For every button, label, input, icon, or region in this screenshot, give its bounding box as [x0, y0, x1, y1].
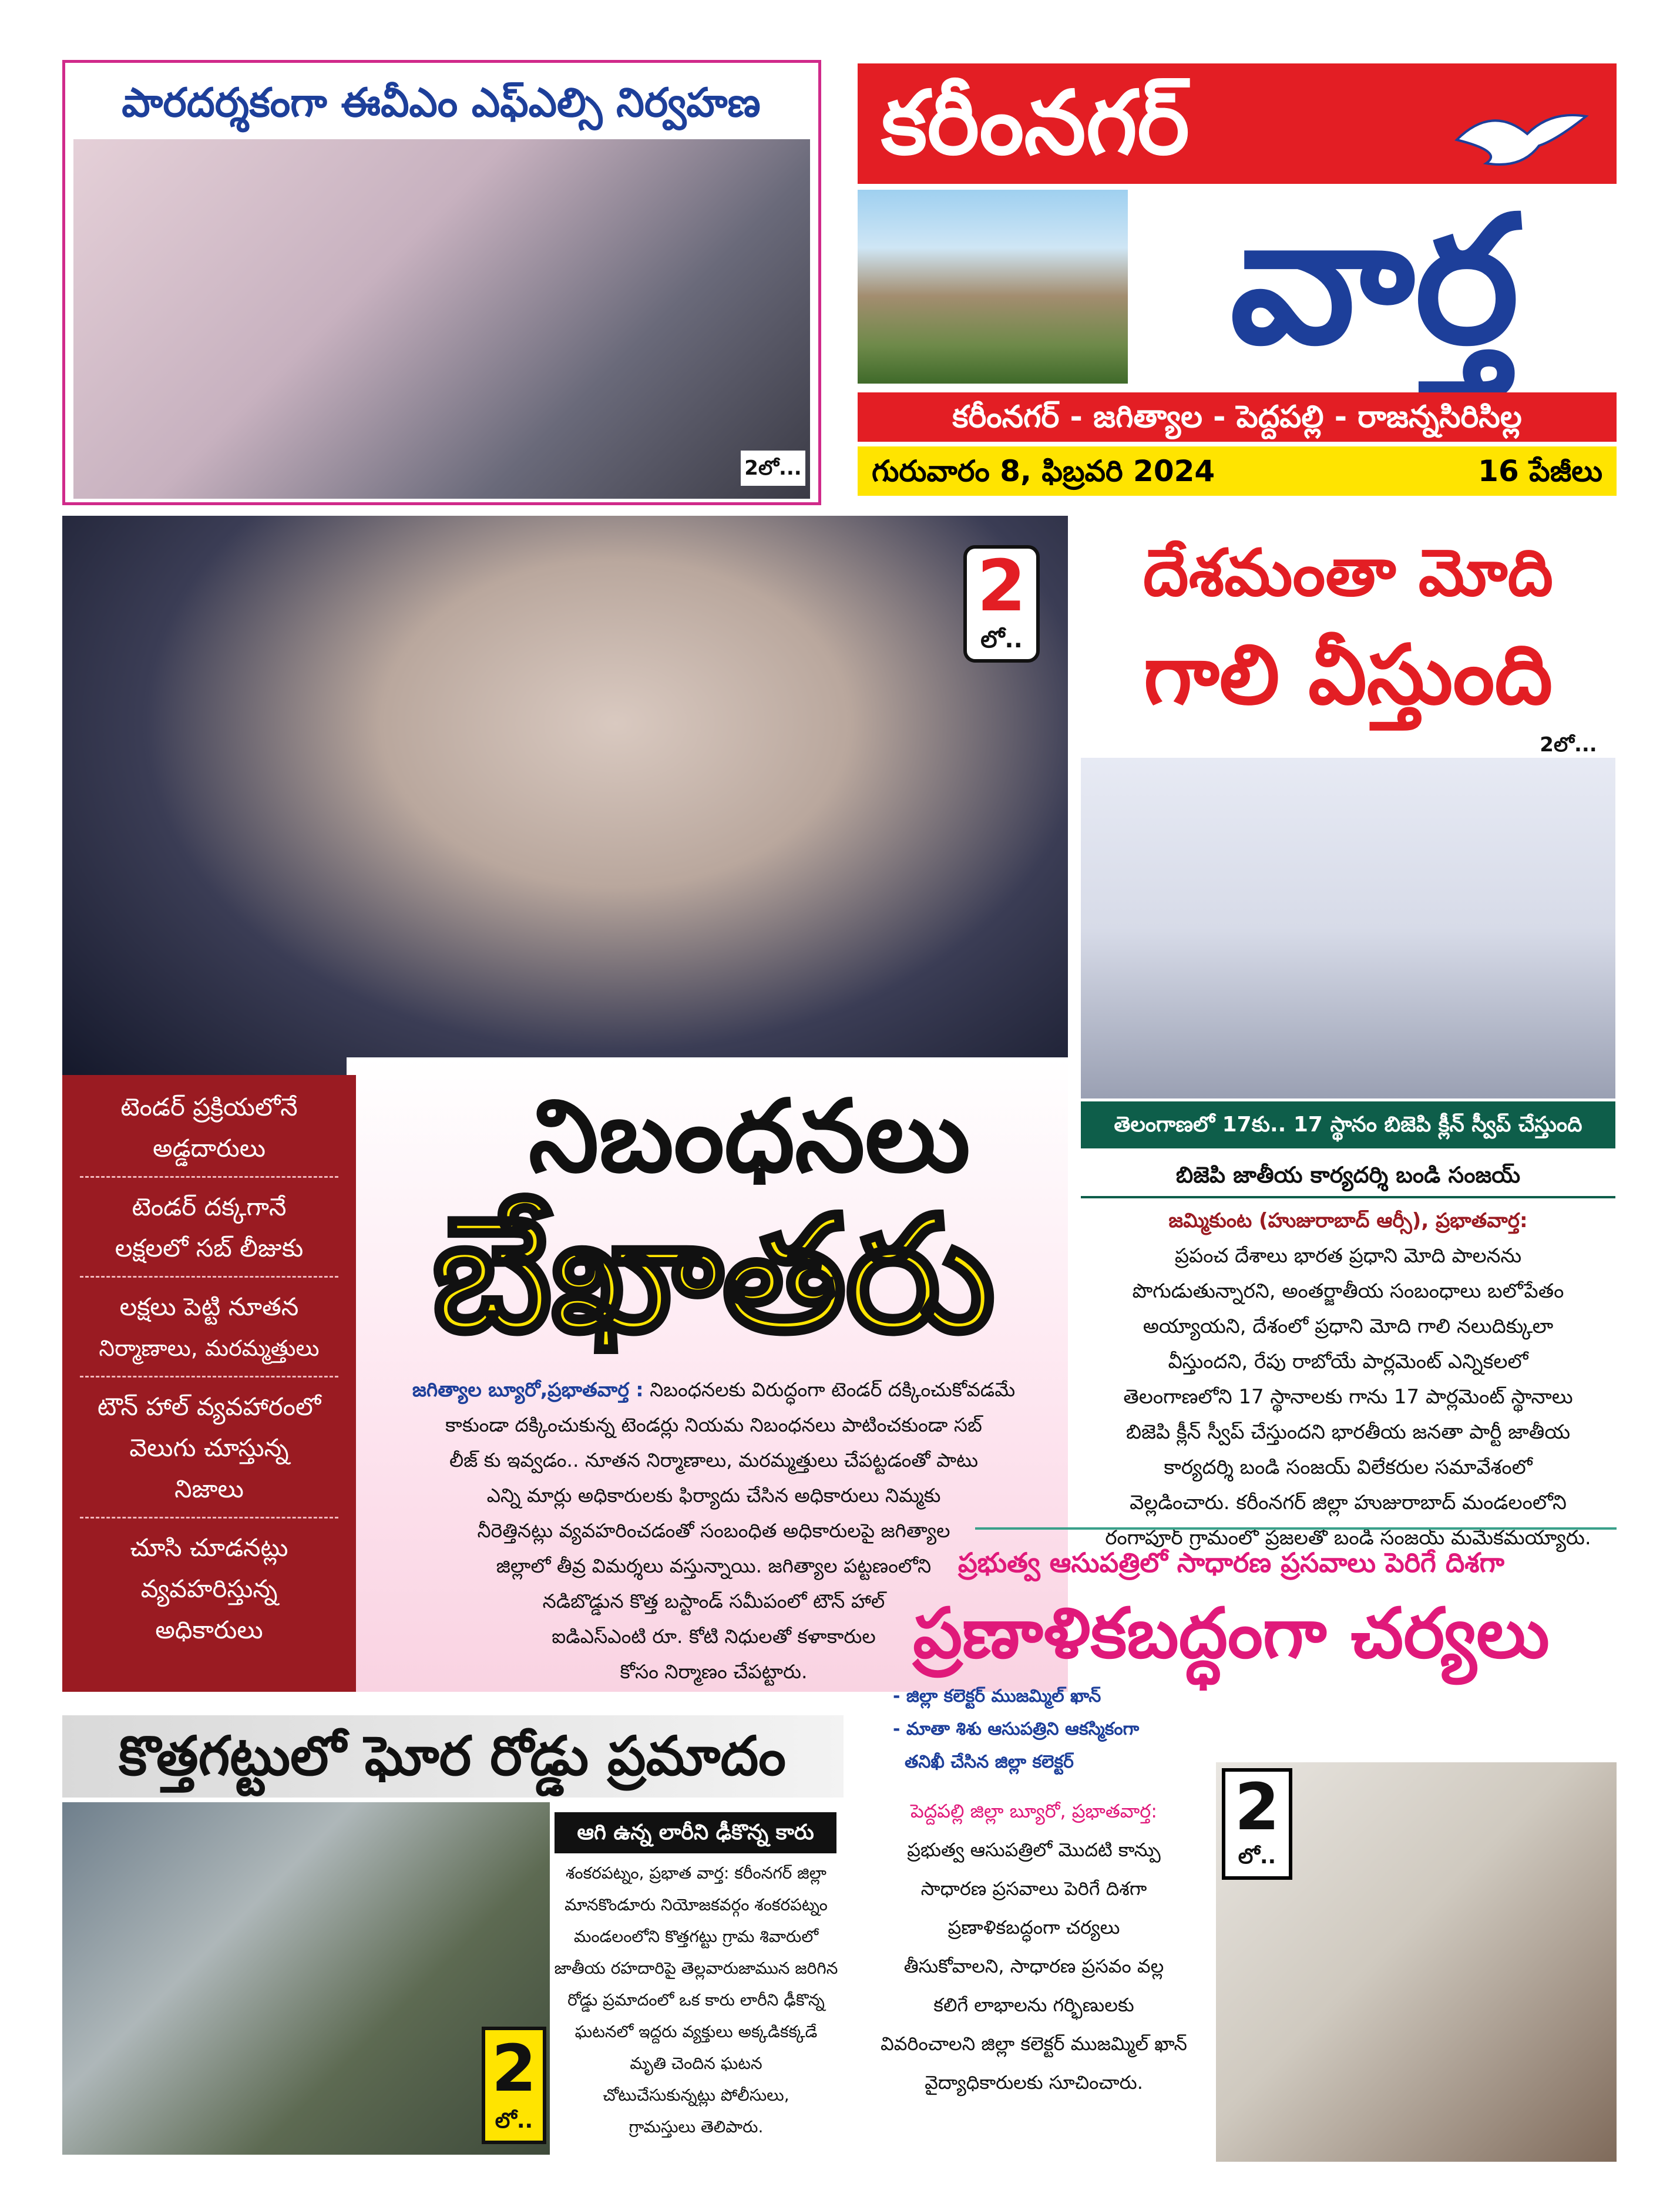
modi-caption2: బిజెపి జాతీయ కార్యదర్శి బండి సంజయ్ [1081, 1151, 1615, 1198]
accident-body-line: చోటుచేసుకున్నట్లు పోలీసులు, [603, 2085, 789, 2105]
masthead-date: గురువారం 8, ఫిబ్రవరి 2024 [872, 454, 1215, 488]
modi-body-line: తెలంగాణలోని 17 స్థానాలకు గాను 17 పార్లమెంట్ స్థానాలు [1123, 1385, 1573, 1409]
accident-body-line: శంకరపట్నం, ప్రభాత వార్త: కరీంనగర్ జిల్లా [566, 1863, 826, 1883]
accident-body-line: రోడ్డు ప్రమాదంలో ఒక కారు లారీని ఢీకొన్న [567, 1990, 825, 2010]
hospital-story-body [840, 1792, 1228, 2132]
modi-body-line: వెల్లడించారు. కరీంనగర్ జిల్లా హుజురాబాద్ మండలంలోని [1130, 1491, 1567, 1514]
main-body-line-first [364, 1372, 1063, 1407]
accident-story-body [552, 1857, 840, 2163]
main-headline-small: నిబంధనలు [529, 1079, 970, 1195]
modi-body-line: కార్యదర్శి బండి సంజయ్ విలేకరుల సమావేశంలో [1164, 1456, 1533, 1479]
masthead-dam-photo [858, 190, 1128, 384]
main-body-line: జిల్లాలో తీవ్ర విమర్శలు వస్తున్నాయి. జగిత్యాల పట్టణంలోని [496, 1554, 932, 1577]
main-body-line: కాకుండా దక్కించుకున్న టెండర్లు నియమ నిబంధనలు పాటించకుండా సబ్ [445, 1413, 982, 1436]
sidebar-divider [80, 1176, 338, 1178]
hospital-body-line: కలిగే లాభాలను గర్భిణులకు [933, 1994, 1134, 2016]
sidebar-line: టెండర్ దక్కగానే [132, 1192, 287, 1221]
accident-badge-number: 2 [491, 2031, 537, 2106]
modi-headline-line2: గాలి వీస్తుంది [1143, 627, 1553, 723]
masthead-title-top: కరీంనగర్ [858, 63, 1617, 184]
hospital-body-line: వైద్యాధికారులకు సూచించారు. [925, 2071, 1143, 2094]
hospital-bullet: - మాతా శిశు ఆసుపత్రిని ఆకస్మికంగా [893, 1719, 1140, 1739]
accident-headline: కొత్తగట్టులో ఘోర రోడ్డు ప్రమాదం [119, 1725, 786, 1788]
main-body-line: ఐడిఎస్ఎంటి రూ. కోటి నిధులతో కళాకారుల [552, 1625, 876, 1648]
main-sidebar [62, 1075, 356, 1692]
sidebar-line: లక్షలు పెట్టి నూతన [119, 1292, 299, 1321]
accident-photo [62, 1802, 550, 2155]
hospital-headline: ప్రణాళికబద్ధంగా చర్యలు [913, 1593, 1550, 1674]
accident-body-line: మానకొండూరు నియోజకవర్గం శంకరపట్నం [565, 1895, 828, 1914]
main-dateline: జగిత్యాల బ్యూరో,ప్రభాతవార్త : [412, 1378, 644, 1401]
main-building-photo [62, 516, 1068, 1109]
evm-photo [73, 139, 810, 499]
sidebar-line: నిజాలు [174, 1474, 244, 1503]
sidebar-line: చూసి చూడనట్లు [130, 1533, 288, 1562]
sidebar-divider [80, 1517, 338, 1519]
masthead-districts: కరీంనగర్ - జగిత్యాల - పెద్దపల్లి - రాజన్నసిరిసిల్ల [858, 392, 1617, 442]
masthead [858, 63, 1617, 498]
modi-body-line: రంగాపూర్ గ్రామంలో ప్రజలతో బండి సంజయ్ మమేకమయ్యారు. [1105, 1526, 1591, 1550]
modi-body-line: వీస్తుందని, రేపు రాబోయే పార్లమెంట్ ఎన్నికలలో [1168, 1350, 1528, 1373]
hospital-body-line: ప్రణాళికబద్ధంగా చర్యలు [947, 1916, 1120, 1939]
sidebar-line: టౌన్ హాల్ వ్యవహారంలో [97, 1392, 321, 1421]
sidebar-line: అధికారులు [155, 1615, 263, 1644]
hospital-dateline: పెద్దపల్లి జిల్లా బ్యూరో, ప్రభాతవార్త: [910, 1800, 1158, 1822]
modi-dateline: జమ్మికుంట (హుజురాబాద్ ఆర్సీ), ప్రభాతవార్త: [1168, 1209, 1528, 1232]
modi-body-line: అయ్యాయని, దేశంలో ప్రధాని మోది గాలి నలుదిక్కులా [1143, 1315, 1554, 1338]
hospital-body-line: వివరించాలని జిల్లా కలెక్టర్ ముజమ్మిల్ ఖాన్ [881, 2033, 1187, 2055]
accident-body-line: జాతీయ రహదారిపై తెల్లవారుజామున జరిగిన [554, 1958, 838, 1978]
accident-badge-text: లో.. [495, 2109, 533, 2133]
evm-story [62, 60, 821, 505]
main-badge-text: లో.. [980, 626, 1023, 653]
sidebar-divider [80, 1376, 338, 1378]
hospital-kicker: ప్రభుత్వ ఆసుపత్రిలో సాధారణ ప్రసవాలు పెరిగే దిశగా [958, 1547, 1504, 1578]
hospital-body-line: సాధారణ ప్రసవాలు పెరిగే దిశగా [920, 1877, 1147, 1900]
main-body-line: ఎన్ని మార్లు అధికారులకు ఫిర్యాదు చేసిన అధికారులు నిమ్మకు [486, 1484, 941, 1507]
hospital-bullets [893, 1680, 1245, 1786]
hospital-bullet: తనిఖీ చేసిన జిల్లా కలెక్టర్ [905, 1752, 1074, 1772]
main-body-line: కోసం నిర్మాణం చేపట్టారు. [620, 1660, 808, 1683]
main-body-line: లీజ్ కు ఇవ్వడం.. నూతన నిర్మాణాలు, మరమ్మత్తులు చేపట్టడంతో పాటు [449, 1449, 979, 1472]
modi-story-body [1081, 1203, 1615, 1550]
modi-caption1: తెలంగాణలో 17కు.. 17 స్థానం బిజెపి క్లీన్ స్వీప్ చేస్తుంది [1081, 1101, 1615, 1148]
hospital-badge-text: లో.. [1238, 1845, 1276, 1869]
masthead-title-main: వార్త [1229, 178, 1520, 383]
modi-body-line: పొగుడుతున్నారని, అంతర్జాతీయ సంబంధాలు బలోపేతం [1132, 1279, 1564, 1303]
main-badge-number: 2 [977, 546, 1026, 627]
accident-subhead: ఆగి ఉన్న లారీని ఢీకొన్న కారు [555, 1812, 836, 1853]
modi-press-photo [1081, 758, 1615, 1098]
accident-body-line: మృతి చెందిన ఘటన [630, 2054, 762, 2073]
hospital-badge-number: 2 [1234, 1769, 1280, 1845]
masthead-pages: 16 పేజీలు [1478, 454, 1602, 488]
dove-logo-icon [1451, 99, 1592, 181]
accident-body-line: మండలంలోని కొత్తగట్టు గ్రామ శివారులో [573, 1927, 819, 1946]
hospital-page-badge [1222, 1768, 1292, 1880]
sidebar-line: అడ్డదారులు [152, 1134, 266, 1163]
accident-body-line: గ్రామస్తులు తెలిపారు. [629, 2117, 764, 2136]
main-body-line: నడిబొడ్డున కొత్త బస్టాండ్ సమీపంలో టౌన్ హాల్ [542, 1590, 885, 1612]
main-page-badge [963, 545, 1040, 663]
modi-body-line: ప్రపంచ దేశాలు భారత ప్రధాని మోది పాలనను [1174, 1244, 1522, 1268]
sidebar-line: నిర్మాణాలు, మరమ్మత్తులు [99, 1335, 320, 1361]
main-body-line: నీరెత్తినట్లు వ్యవహరించడంతో సంబంధిత అధికారులపై జగిత్యాల [477, 1519, 950, 1542]
accident-page-badge [482, 2027, 546, 2144]
sidebar-line: వెలుగు చూస్తున్న [129, 1433, 289, 1462]
accident-body-line: ఘటనలో ఇద్దరు వ్యక్తులు అక్కడికక్కడే [574, 2022, 818, 2041]
sidebar-divider [80, 1276, 338, 1278]
sidebar-line: లక్షలలో సబ్ లీజుకు [115, 1234, 304, 1262]
hospital-body-line: ప్రభుత్వ ఆసుపత్రిలో మొదటి కాన్పు [907, 1839, 1161, 1861]
modi-headline-line1: దేశమంతా మోది [1143, 535, 1554, 610]
evm-headline: పారదర్శకంగా ఈవీఎం ఎఫ్ఎల్సి నిర్వహణ [122, 80, 761, 126]
sidebar-line: వ్యవహరిస్తున్న [140, 1574, 278, 1603]
evm-page-ref: 2లో... [741, 451, 805, 486]
masthead-dateline-bar [858, 446, 1617, 496]
main-body-lead: నిబంధనలకు విరుద్ధంగా టెండర్ దక్కించుకోవడమే [643, 1378, 1016, 1401]
sidebar-line: టెండర్ ప్రక్రియలోనే [120, 1093, 298, 1121]
hospital-body-line: తీసుకోవాలని, సాధారణ ప్రసవం వల్ల [903, 1955, 1164, 1977]
main-headline-big: బేఖాతరు [432, 1182, 995, 1367]
modi-body-line: బిజెపి క్లీన్ స్వీప్ చేస్తుందని భారతీయ జనతా పార్టీ జాతీయ [1125, 1420, 1571, 1444]
hospital-bullet: - జిల్లా కలెక్టర్ ముజమ్మిల్ ఖాన్ [893, 1686, 1101, 1706]
section-divider [975, 1527, 1617, 1530]
modi-page-ref: 2లో... [1540, 733, 1597, 757]
